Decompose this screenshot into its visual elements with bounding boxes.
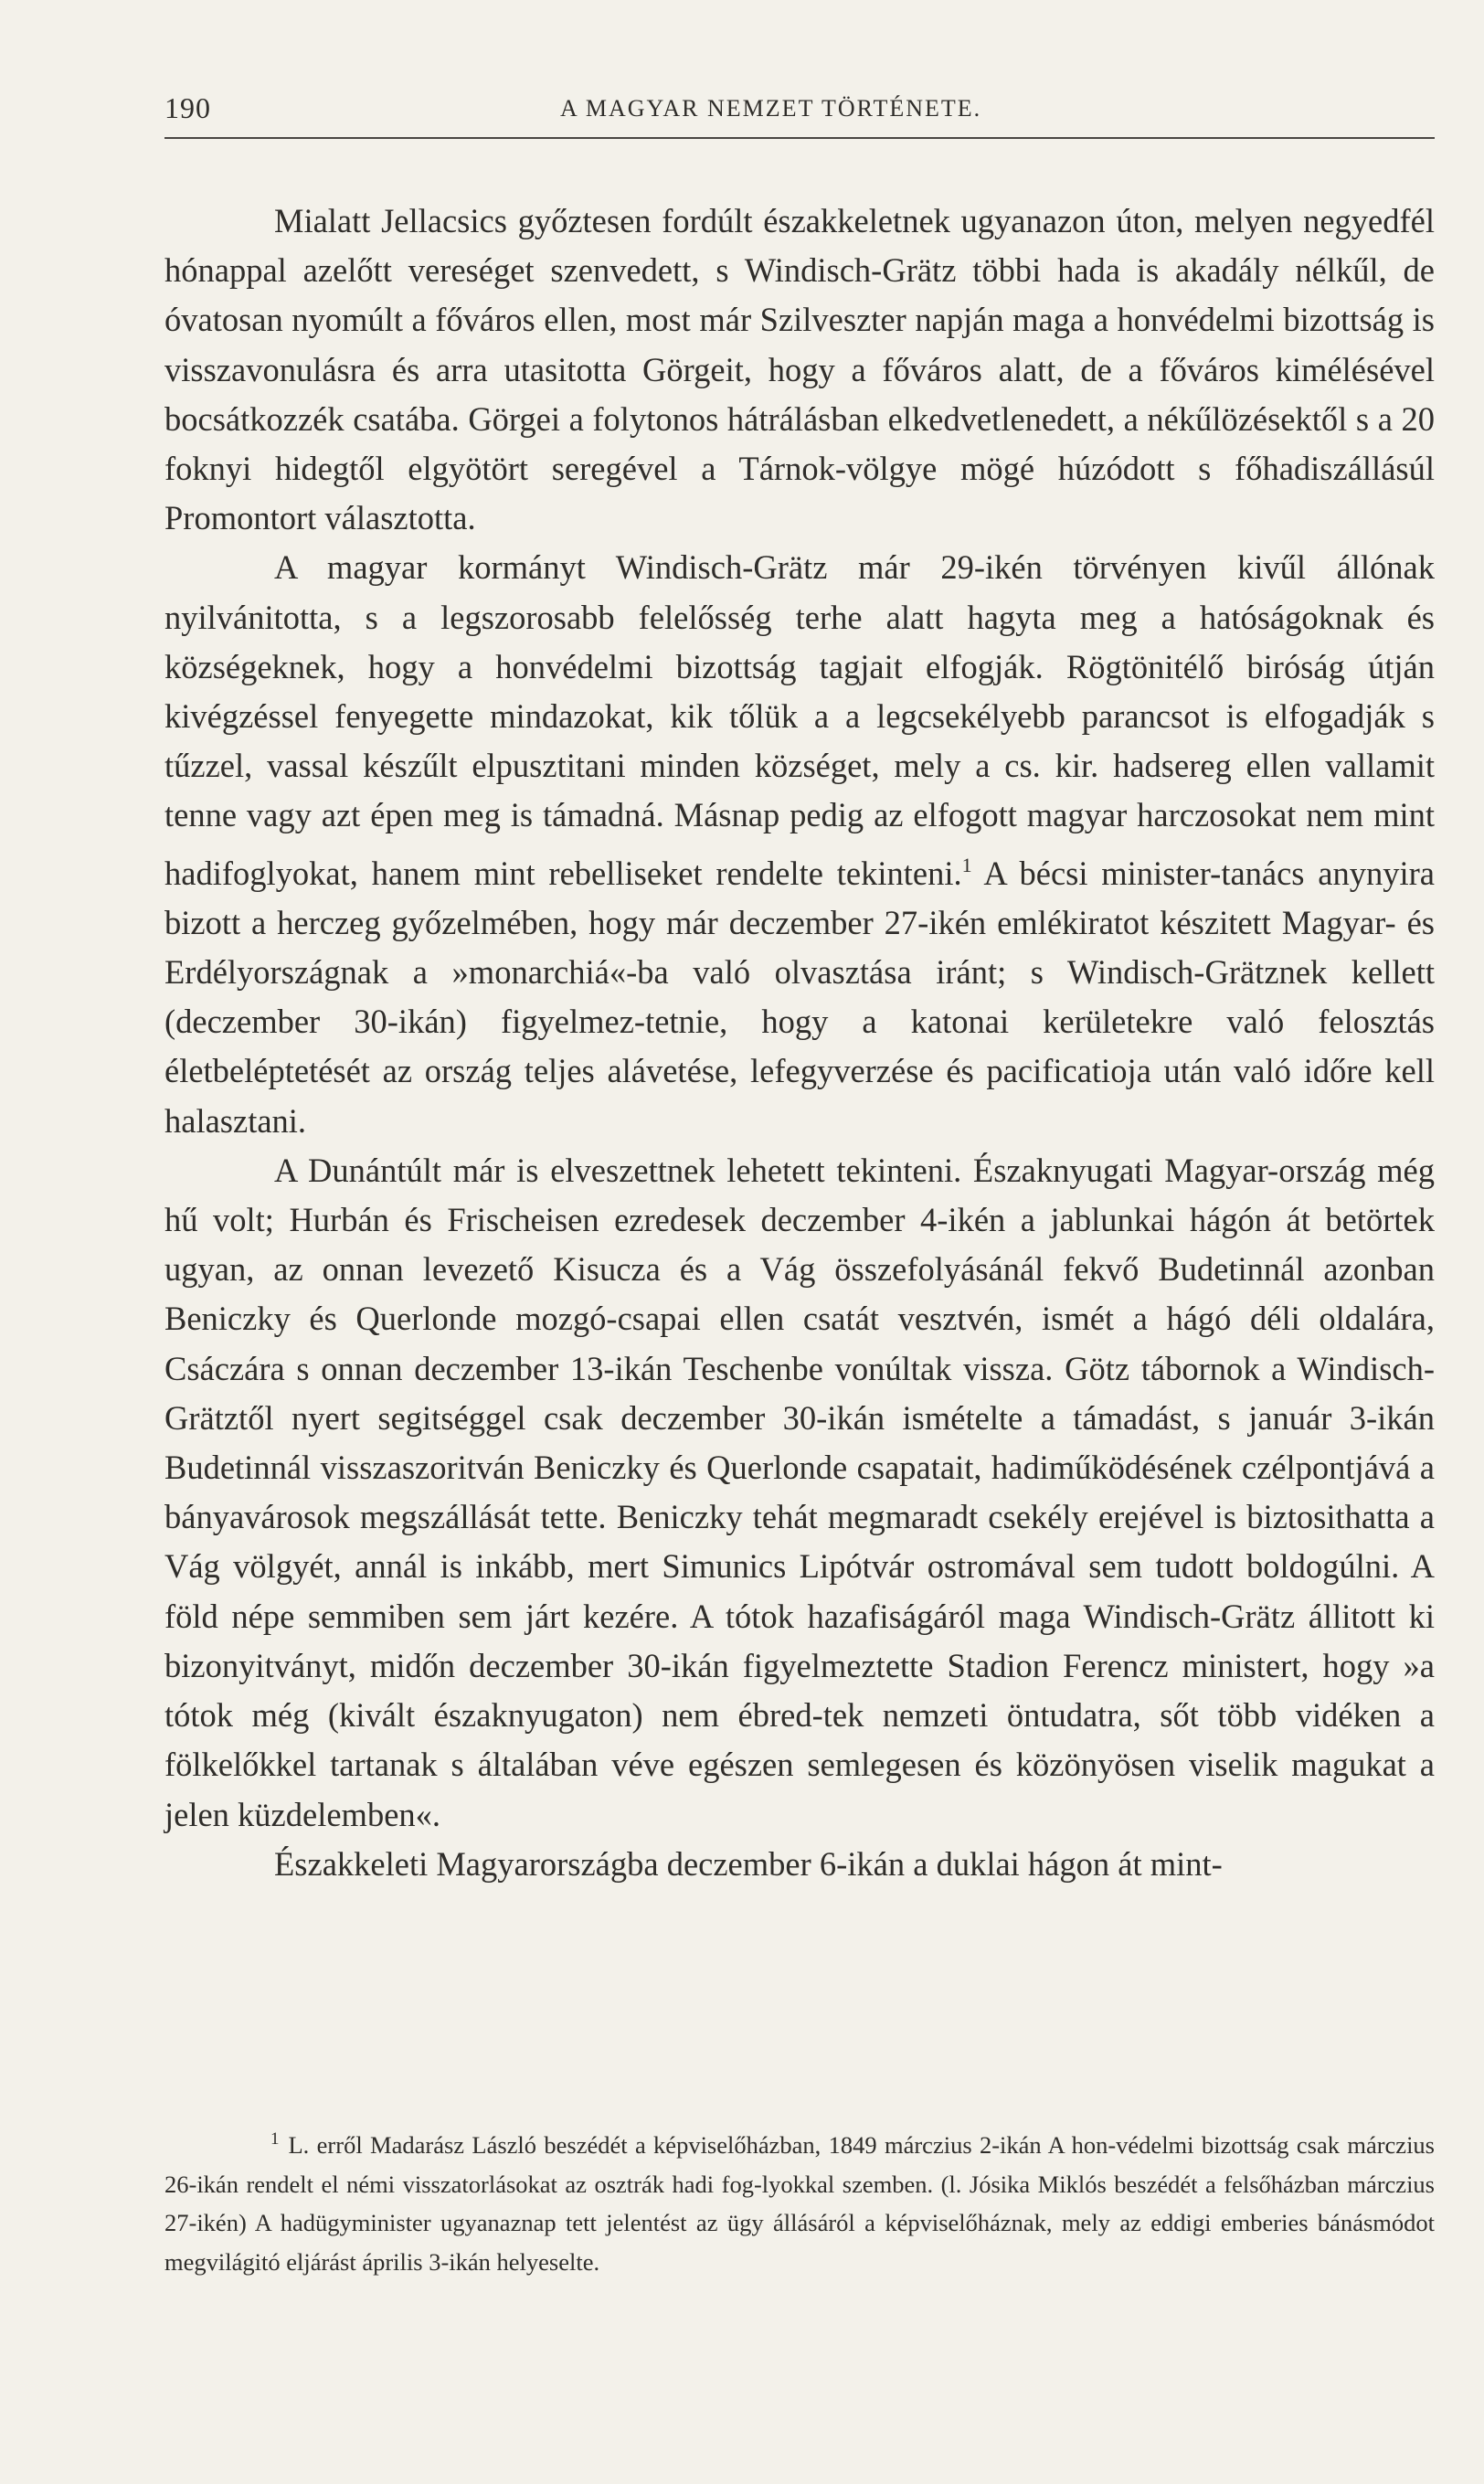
page-header bbox=[164, 91, 1435, 146]
header-rule bbox=[164, 137, 1435, 139]
footnote-reference: 1 bbox=[961, 853, 972, 876]
paragraph-1: Mialatt Jellacsics győztesen fordúlt északkeletnek ugyanazon úton, melyen negyedfél hónappal azelőtt vereséget szenvedett, s Windisch-Grätz többi hada is akadály nélkűl, de óvatosan nyomúlt a főváros ellen, most már Szilveszter napján maga a honvédelmi bizottság is visszavonulásra és arra utasitotta Görgeit, hogy a főváros alatt, de a főváros kimélésével bocsátkozzék csatába. Görgei a folytonos hátrálásban elkedvetlenedett, a nékűlözésektől s a 20 foknyi hidegtől elgyötört seregével a Tárnok-völgye mögé húzódott s főhadiszállásúl Promontort választotta. bbox=[164, 202, 1435, 537]
paragraph-2 bbox=[164, 543, 1435, 1145]
footnote-text: L. erről Madarász László beszédét a képviselőházban, 1849 márczius 2-ikán A hon-védelmi bizottság csak márczius 26-ikán rendelt el némi visszatorlásokat az osztrák hadi fog-lyokkal szemben. (l. Jósika Miklós beszédét a felsőházban márczius 27-ikén) A hadügyminister ugyanaznap tett jelentést az ügy állásáról a képviselőháznak, mely az eddigi emberies bánásmódot megvilágitó eljárást április 3-ikán helyeselte. bbox=[164, 2131, 1435, 2276]
main-text bbox=[164, 196, 1435, 1889]
paragraph-2-part-2: A bécsi minister-tanács anynyira bizott a herczeg győzelmében, hogy már deczember 27-ikén emlékiratot készitett Magyar- és Erdélyországnak a »monarchiá«-ba való olvasztása iránt; s Windisch-Grätznek kellett (deczember 30-ikán) figyelmez-tetnie, hogy a katonai kerületekre való felosztás életbeléptetését az ország teljes alávetése, lefegyverzése és pacificatioja után való időre kell halasztani. bbox=[164, 854, 1435, 1140]
paragraph-4: Északkeleti Magyarországba deczember 6-ikán a duklai hágon át mint- bbox=[274, 1844, 1223, 1883]
paragraph-3: A Dunántúlt már is elveszettnek lehetett tekinteni. Északnyugati Magyar-ország még hű volt; Hurbán és Frischeisen ezredesek deczember 4-ikén a jablunkai hágón át betörtek ugyan, az onnan levezető Kisucza és a Vág összefolyásánál fekvő Budetinnál azonban Beniczky és Querlonde mozgó-csapai ellen csatát vesztvén, ismét a hágó déli oldalára, Csáczára s onnan deczember 13-ikán Teschenbe vonúltak vissza. Götz tábornok a Windisch-Grätztől nyert segitséggel csak deczember 30-ikán ismételte a támadást, s január 3-ikán Budetinnál visszaszoritván Beniczky és Querlonde csapatait, hadiműködésének czélpontjává a bányavárosok megszállását tette. Beniczky tehát megmaradt csekély erejével is biztosithatta a Vág völgyét, annál is inkább, mert Simunics Lipótvár ostromával sem tudott boldogúlni. A föld népe semmiben sem járt kezére. A tótok hazafiságáról maga Windisch-Grätz állitott ki bizonyitványt, midőn deczember 30-ikán figyelmeztette Stadion Ferencz ministert, hogy »a tótok még (kivált északnyugaton) nem ébred-tek nemzeti öntudatra, sőt több vidéken a fölkelőkkel tartanak s általában véve egészen semlegesen és közönyösen viselik magukat a jelen küzdelemben«. bbox=[164, 1151, 1435, 1833]
footnotes bbox=[164, 2120, 1435, 2281]
running-title: A MAGYAR NEMZET TÖRTÉNETE. bbox=[560, 95, 982, 122]
paragraph-2-part-1: A magyar kormányt Windisch-Grätz már 29-ikén törvényen kivűl állónak nyilvánitotta, s a legszorosabb felelősség terhe alatt hagyta meg a hatóságoknak és községeknek, hogy a honvédelmi bizottság tagjait elfogják. Rögtönitélő biróság útján kivégzéssel fenyegette mindazokat, kik tőlük a a legcsekélyebb parancsot is elfogadják s tűzzel, vassal készűlt elpusztitani minden községet, mely a cs. kir. hadsereg ellen vallamit tenne vagy azt épen meg is támadná. Másnap pedig az elfogott magyar harczosokat nem mint hadifoglyokat, hanem mint rebelliseket rendelte tekinteni. bbox=[164, 548, 1435, 892]
footnote-marker: 1 bbox=[270, 2129, 280, 2149]
page-number: 190 bbox=[164, 91, 211, 124]
footnote-1 bbox=[164, 2120, 1435, 2281]
